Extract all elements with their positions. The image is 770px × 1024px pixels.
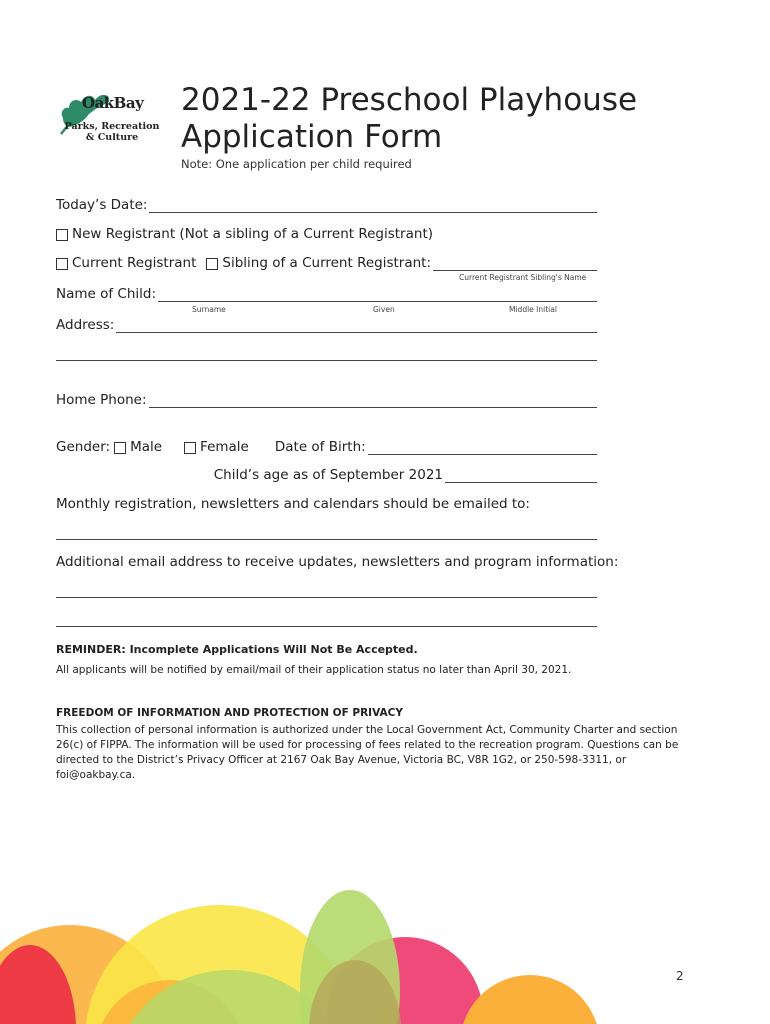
decorative-shapes (0, 880, 770, 1024)
child-name-field[interactable] (158, 289, 597, 302)
surname-hint: Surname (192, 305, 226, 314)
page-number: 2 (676, 969, 684, 983)
given-hint: Given (373, 305, 395, 314)
address-row (56, 317, 597, 333)
female-checkbox[interactable] (184, 442, 196, 454)
page-title (181, 82, 637, 156)
new-registrant-row (56, 226, 597, 242)
current-registrant-label: Current Registrant (72, 255, 197, 271)
new-registrant-checkbox[interactable] (56, 229, 68, 241)
sibling-name-field[interactable] (433, 258, 597, 271)
monthly-email-label: Monthly registration, newsletters and calendars should be emailed to: (56, 496, 530, 512)
sibling-label: Sibling of a Current Registrant: (222, 255, 432, 271)
male-label: Male (130, 439, 163, 455)
page-title-line1: 2021-22 Preschool Playhouse (181, 82, 638, 118)
additional-email-label: Additional email address to receive updates, newsletters and program information: (56, 554, 619, 570)
logo-subtitle (62, 121, 162, 143)
todays-date-row (56, 197, 597, 213)
sibling-name-hint: Current Registrant Sibling's Name (459, 273, 587, 282)
additional-email-field-2[interactable] (56, 626, 597, 627)
reminder-heading: REMINDER: Incomplete Applications Will Not Be Accepted. (56, 643, 418, 656)
additional-email-field-1[interactable] (56, 597, 597, 598)
home-phone-row (56, 392, 597, 408)
header-note: Note: One application per child required (181, 157, 412, 171)
female-label: Female (200, 439, 249, 455)
address-field-line2[interactable] (56, 360, 597, 361)
sibling-checkbox[interactable] (206, 258, 218, 270)
logo-subtitle-line2: & Culture (85, 132, 139, 143)
home-phone-field[interactable] (149, 395, 597, 408)
todays-date-field[interactable] (149, 200, 597, 213)
child-name-label: Name of Child: (56, 286, 157, 302)
gender-label: Gender: (56, 439, 111, 455)
privacy-heading: FREEDOM OF INFORMATION AND PROTECTION OF PRIVACY (56, 707, 403, 719)
monthly-email-row (56, 496, 597, 512)
page-title-line2: Application Form (181, 119, 443, 155)
middle-initial-hint: Middle Initial (509, 305, 557, 314)
todays-date-label: Today’s Date: (56, 197, 148, 213)
privacy-text: This collection of personal information is authorized under the Local Government Act, Community Charter and section 26(c) of FIPPA. The information will be used for processing of fees related to the recreation program. Questions can be directed to the District’s Privacy Officer at 2167 Oak Bay Avenue, Victoria BC, V8R 1G2, or 250-598-3311, or foi@oakbay.ca. (56, 724, 679, 781)
address-field[interactable] (116, 320, 597, 333)
gender-dob-row (56, 439, 597, 455)
monthly-email-field[interactable] (56, 539, 597, 540)
reminder-text: All applicants will be notified by email/mail of their application status no later than April 30, 2021. (56, 664, 572, 676)
child-age-field[interactable] (445, 470, 597, 483)
child-age-row (56, 467, 597, 483)
orange-circle-right (460, 975, 600, 1024)
home-phone-label: Home Phone: (56, 392, 147, 408)
dob-field[interactable] (368, 442, 597, 455)
logo-subtitle-line1: Parks, Recreation (64, 121, 160, 132)
logo-brand: OakBay (82, 94, 144, 112)
dob-label: Date of Birth: (274, 439, 366, 455)
child-name-row (56, 286, 597, 302)
address-label: Address: (56, 317, 115, 333)
current-registrant-checkbox[interactable] (56, 258, 68, 270)
new-registrant-label: New Registrant (Not a sibling of a Current Registrant) (72, 226, 433, 242)
current-sibling-row (56, 255, 597, 271)
child-age-label: Child’s age as of September 2021 (213, 467, 443, 483)
additional-email-row (56, 554, 619, 570)
male-checkbox[interactable] (114, 442, 126, 454)
